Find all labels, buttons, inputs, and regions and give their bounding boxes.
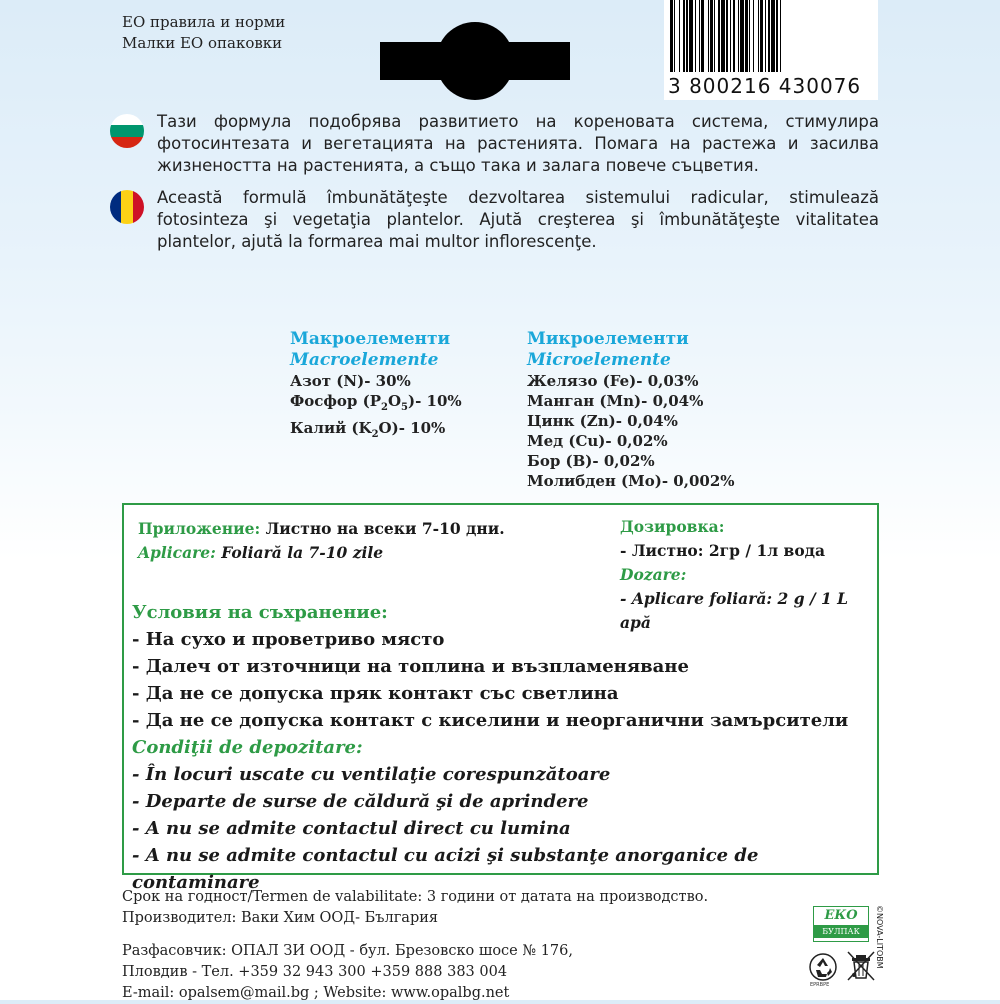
barcode — [664, 0, 878, 100]
storage-item-bg: - Да не се допуска контакт с киселини и неорганични замърсители — [132, 710, 849, 731]
storage-title-bg: Условия на съхранение: — [132, 602, 388, 623]
hanger-hole — [380, 22, 570, 100]
recycle-icon — [808, 952, 838, 982]
vertical-copyright: ©NOVA-LITOBM — [875, 905, 884, 969]
storage-item-ro: - A nu se admite contactul direct cu lumina — [132, 818, 571, 839]
micro-row: Мед (Cu)- 0,02% — [527, 432, 668, 450]
contact-info: E-mail: opalsem@mail.bg ; Website: www.opalbg.net — [122, 985, 510, 1001]
producer: Производител: Ваки Хим ООД- България — [122, 910, 439, 926]
storage-item-bg: - Да не се допуска пряк контакт със светлина — [132, 683, 619, 704]
storage-item-bg: - Далеч от източници на топлина и възпламеняване — [132, 656, 689, 677]
macro-title-ro: Macroelemente — [290, 350, 439, 370]
macro-row-nitrogen: Азот (N)- 30% — [290, 372, 411, 390]
dosage-value-ro: - Aplicare foliară: 2 g / 1 L apă — [620, 589, 849, 632]
micro-row: Бор (B)- 0,02% — [527, 452, 655, 470]
application-section — [138, 517, 505, 565]
micro-row: Желязо (Fe)- 0,03% — [527, 372, 699, 390]
microelements — [527, 329, 767, 491]
dosage-value-bg: - Листно: 2гр / 1л вода — [620, 541, 826, 560]
micro-row: Цинк (Zn)- 0,04% — [527, 412, 678, 430]
packer-phone: Пловдив - Тел. +359 32 943 300 +359 888 383 004 — [122, 964, 508, 980]
bulgarian-flag-icon — [110, 114, 144, 148]
barcode-bar — [781, 0, 784, 72]
eko-bulpak-logo: ЕКО БУЛПАК — [813, 906, 869, 942]
packer-address: Разфасовчик: ОПАЛ ЗИ ООД - бул. Брезовско шосе № 176, — [122, 943, 573, 959]
application-bg: Приложение: Листно на всеки 7-10 дни. — [138, 519, 505, 538]
description-bg: Тази формула подобрява развитието на кореновата система, стимулира фотосинтезата и вегетацията на растенията. Помага на растежа и засилва жизнеността на растенията, а също така и залага повече съцветия. — [157, 112, 879, 175]
macro-row-potassium: Калий $(K_2O)-$ 10% — [290, 419, 446, 440]
micro-title-ro: Microelemente — [527, 350, 671, 370]
micro-row: Манган (Mn)- 0,04% — [527, 392, 704, 410]
romanian-flag-icon — [110, 190, 144, 224]
application-ro: Aplicare: Foliară la 7-10 zile — [138, 543, 384, 562]
macro-title-bg: Макроелементи — [290, 329, 451, 349]
recycle-caption: EPRBPE — [810, 982, 830, 988]
regulation-notes — [122, 12, 285, 54]
storage-item-ro: - În locuri uscate cu ventilaţie corespunzătoare — [132, 764, 611, 785]
storage-item-ro: - A nu se admite contactul cu acizi şi substanţe anorganice de contaminare — [132, 845, 759, 893]
macro-row-phosphorus: Фосфор $(P_2O_5)-$ 10% — [290, 392, 462, 413]
regulation-note-2: Малки ЕО опаковки — [122, 34, 283, 52]
storage-title-ro: Condiţii de depozitare: — [132, 737, 363, 758]
storage-section — [132, 599, 877, 896]
barcode-bars — [670, 0, 872, 72]
micro-title-bg: Микроелементи — [527, 329, 689, 349]
macroelements — [290, 329, 510, 445]
barcode-digits: 3 800216 430076 — [668, 74, 862, 98]
micro-row: Молибден (Mo)- 0,002% — [527, 472, 735, 490]
footer-info — [122, 887, 762, 1004]
shelf-life: Срок на годност/Termen de valabilitate: 3 години от датата на производство. — [122, 889, 709, 905]
storage-item-ro: - Departe de surse de căldură şi de aprindere — [132, 791, 589, 812]
dosage-label-bg: Дозировка: — [620, 517, 725, 536]
description-ro: Această formulă îmbunătăţeşte dezvoltarea sistemului radicular, stimulează fotosinteza şi vegetaţia plantelor. Ajută creşterea şi îmbunătăţeşte vitalitatea plantelor, ajută la formarea mai multor inflorescenţe. — [157, 188, 879, 251]
dosage-label-ro: Dozare: — [620, 565, 687, 584]
storage-item-bg: - На сухо и проветриво място — [132, 629, 445, 650]
instructions-box — [122, 503, 879, 893]
regulation-note-1: ЕО правила и норми — [122, 13, 286, 31]
